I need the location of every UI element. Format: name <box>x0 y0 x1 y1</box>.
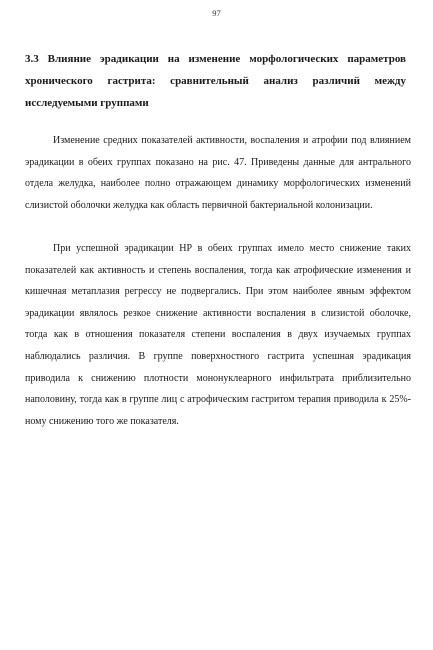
section-heading: 3.3 Влияние эрадикации на изменение морфологических параметров хронического гастрита: сравнительный анализ различий между исследуемыми группами <box>25 53 406 109</box>
page-number: 97 <box>212 8 221 18</box>
paragraph-1: Изменение средних показателей активности, воспаления и атрофии под влиянием эрадикации в обеих группах показано на рис. 47. Приведены данные для антрального отдела желудка, наиболее полно отражающем динамику морфологических изменений слизистой оболочки желудка как область первичной бактериальной колонизации. <box>25 135 411 211</box>
paragraph-2: При успешной эрадикации НР в обеих группах имело место снижение таких показателей как активность и степень воспаления, тогда как атрофические изменения и кишечная метаплазия регрессу не подвергались. При этом наиболее явным эффектом эрадикации являлось резкое снижение активности воспаления в слизистой оболочке, тогда как в отношения показателя степени воспаления в двух изучаемых группах наблюдались различия. В группе поверхностного гастрита успешная эрадикация приводила к снижению плотности мононуклеарного инфильтрата приблизительно наполовину, тогда как в группе лиц с атрофическим гастритом терапия приводила к 25%-ному снижению того же показателя. <box>25 243 411 427</box>
